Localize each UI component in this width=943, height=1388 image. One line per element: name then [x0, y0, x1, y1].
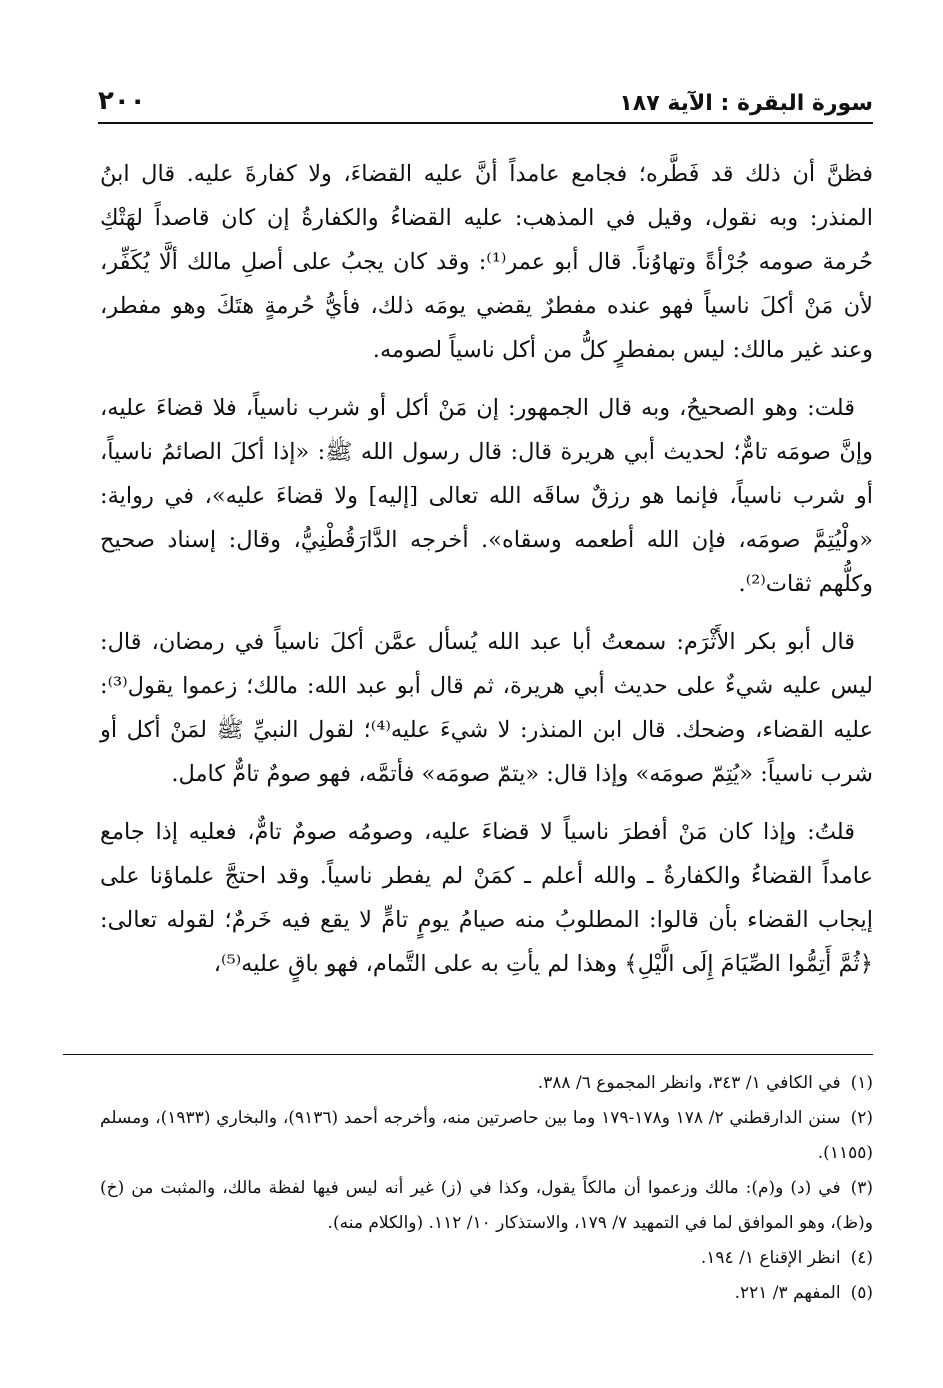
footnote-number: (٣) [850, 1178, 873, 1198]
footnote [100, 1276, 873, 1311]
footnote-text: سنن الدارقطني ٢/ ١٧٨ و١٧٨-١٧٩ وما بين حاصرتين منه، وأخرجه أحمد (٩١٣٦)، والبخاري (١٩٣٣)، ومسلم (١١٥٥). [100, 1108, 873, 1163]
footnote [100, 1171, 873, 1241]
paragraph: قلتُ: وإذا كان مَنْ أفطرَ ناسياً لا قضاءَ عليه، وصومُه صومٌ تامٌّ، فعليه إذا جامع عامداً القضاءُ والكفارةُ ـ والله أعلم ـ كمَنْ لم يفطر ناسياً. وقد احتجَّ علماؤنا على إيجاب القضاء بأن قالوا: المطلوبُ منه صيامُ يومٍ تامٍّ لا يقع فيه خَرمٌ؛ لقوله تعالى: ﴿ثُمَّ أَتِمُّوا الصِّيَامَ إِلَى الَّيْلِ﴾ وهذا لم يأتِ به على التَّمام، فهو باقٍ عليه⁽⁵⁾، [100, 819, 873, 977]
footnote-number: (١) [850, 1073, 873, 1093]
main-text [100, 152, 873, 1000]
paragraph: فظنَّ أن ذلك قد فَطَّره؛ فجامع عامداً أنَّ عليه القضاءَ، ولا كفارةَ عليه. قال ابنُ المنذر: وبه نقول، وقيل في المذهب: عليه القضاءُ والكفارةُ إن كان قاصداً لهَتْكِ حُرمة صومه جُرْأةً وتهاوُناً. قال أبو عمر⁽¹⁾: وقد كان يجبُ على أصلِ مالك ألَّا يُكَفِّر، لأن مَنْ أكلَ ناسياً فهو عنده مفطرٌ يقضي يومَه ذلك، فأيُّ حُرمةٍ هتَكَ وهو مفطر، وعند غير مالك: ليس بمفطرٍ كلُّ من أكل ناسياً لصومه. [100, 161, 873, 363]
page-header [98, 86, 873, 124]
footnote-number: (٥) [850, 1283, 873, 1303]
footnote-number: (٤) [850, 1248, 873, 1268]
footnote-text: المفهم ٣/ ٢٢١. [734, 1283, 841, 1303]
footnote-separator [63, 1054, 873, 1055]
footnote-number: (٢) [850, 1108, 873, 1128]
footnote-text: في (د) و(م): مالك وزعموا أن مالكاً يقول، وكذا في (ز) غير أنه ليس فيها لفظة مالك، والمثبت من (خ) و(ظ)، وهو الموافق لما في التمهيد ٧/ ١٧٩، والاستذكار ١٠/ ١١٢. (والكلام منه). [100, 1178, 873, 1233]
footnote [100, 1101, 873, 1171]
footnote [100, 1066, 873, 1101]
footnote-text: في الكافي ١/ ٣٤٣، وانظر المجموع ٦/ ٣٨٨. [537, 1073, 841, 1093]
running-title: سورة البقرة : الآية ١٨٧ [619, 91, 873, 116]
paragraph: قلت: وهو الصحيحُ، وبه قال الجمهور: إن مَنْ أكل أو شرب ناسياً، فلا قضاءَ عليه، وإنَّ صومَه تامٌّ؛ لحديث أبي هريرة قال: قال رسول الله ﷺ: «إذا أكلَ الصائمُ ناسياً، أو شرب ناسياً، فإنما هو رزقٌ ساقَه الله تعالى [إليه] ولا قضاءَ عليه»، في رواية: «ولْيُتِمَّ صومَه، فإن الله أطعمه وسقاه». أخرجه الدَّارَقُطْنِيُّ، وقال: إسناد صحيح وكلُّهم ثقات⁽²⁾. [100, 395, 873, 597]
footnote [100, 1241, 873, 1276]
footnote-text: انظر الإقناع ١/ ١٩٤. [700, 1248, 841, 1268]
footnotes [100, 1066, 873, 1311]
page-number: ٢٠٠ [98, 86, 146, 116]
paragraph: قال أبو بكر الأَثْرَم: سمعتُ أبا عبد الله يُسأل عمَّن أكلَ ناسياً في رمضان، قال: ليس عليه شيءٌ على حديث أبي هريرة، ثم قال أبو عبد الله: مالك؛ زعموا يقول⁽³⁾: عليه القضاء، وضحك. قال ابن المنذر: لا شيءَ عليه⁽⁴⁾؛ لقول النبيِّ ﷺ لمَنْ أكل أو شرب ناسياً: «يُتِمّ صومَه» وإذا قال: «يتمّ صومَه» فأتمَّه، فهو صومٌ تامٌّ كامل. [100, 629, 873, 787]
